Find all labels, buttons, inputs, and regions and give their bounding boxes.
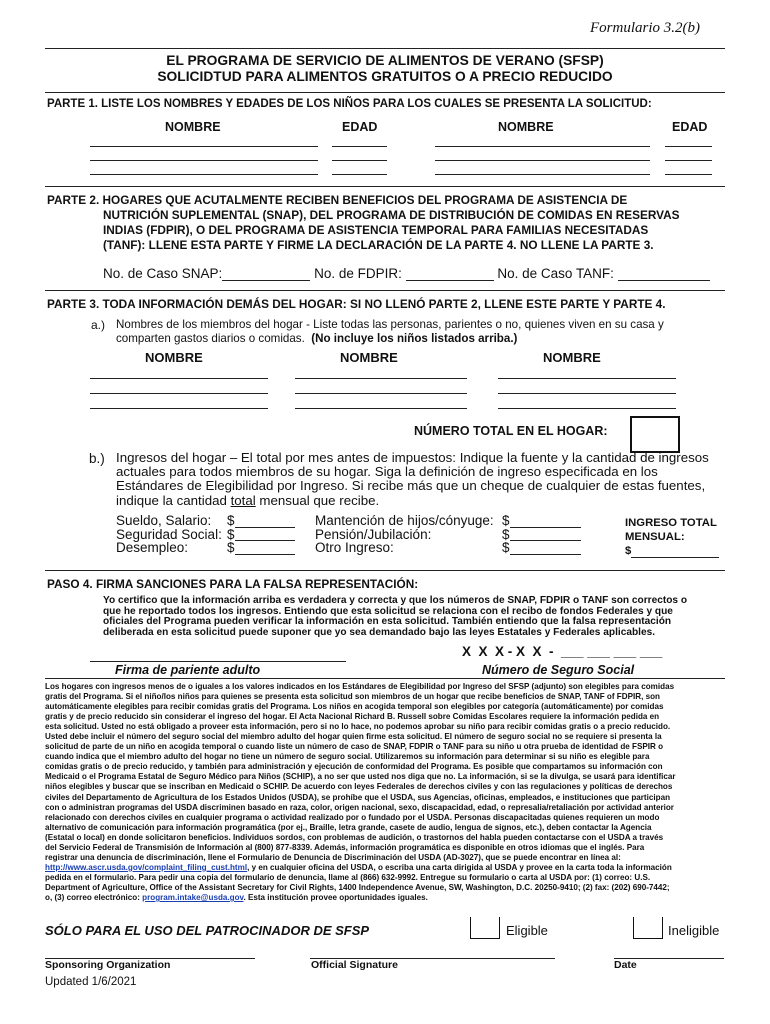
date-label: Date bbox=[614, 959, 637, 971]
member-name-field[interactable] bbox=[295, 378, 467, 379]
income-mid-labels bbox=[315, 514, 494, 555]
sponsor-heading: SÓLO PARA EL USO DEL PATROCINADOR DE SFSP bbox=[45, 923, 370, 938]
certification-line-4: deliberada en esta solicitud puede suponer que yo sea demandado bajo las leyes Estatales y Federales aplicables. bbox=[103, 626, 656, 638]
certification-line-2: que he reportado todos los ingresos. Entiendo que esta solicitud se relaciona con el recibo de fondos Federales y que bbox=[103, 605, 673, 617]
part2-line-1: PARTE 2. HOGARES QUE ACUTALMENTE RECIBEN BENEFICIOS DEL PROGRAMA DE ASISTENCIA DE bbox=[47, 193, 628, 207]
income-unemployment-label: Desempleo: bbox=[116, 540, 189, 555]
total-income-label-1: INGRESO TOTAL bbox=[625, 517, 717, 529]
notice-line: del Servicio Federal de Transmisión de Información al (800) 877-8339. Además, información programática es disponible en otros idiomas que el inglés. Para bbox=[45, 842, 645, 852]
total-income bbox=[625, 516, 719, 558]
income-other-field[interactable] bbox=[510, 543, 581, 555]
notice-line: registrar una denuncia de discriminación, llene el Formulario de Denuncia de Discriminación del USDA (AD-3027), que se puede encontrar en línea al: bbox=[45, 852, 621, 862]
item-b-marker: b.) bbox=[89, 451, 105, 466]
part1-col-nombre: NOMBRE bbox=[165, 120, 221, 134]
child-age-field[interactable] bbox=[332, 146, 387, 147]
ineligible-label: Ineligible bbox=[668, 923, 720, 938]
income-social-security-label: Seguridad Social: bbox=[116, 526, 222, 542]
income-wages-label: Sueldo, Salario: bbox=[116, 513, 212, 528]
notice-line: gratis y de precio reducido sin considerar el ingreso del hogar. El Acta Nacional Richard B. Russell sobre Comidas Escolares requiere la información pedida en bbox=[45, 712, 660, 722]
notice-line: alternativo de comunicación para información programática (por ej., Braille, letra grande, casete de audio, lengua de signos, etc.), deben contactar la Agencia bbox=[45, 822, 652, 832]
snap-case-field[interactable] bbox=[222, 280, 310, 281]
income-wages-field[interactable] bbox=[235, 516, 295, 528]
notice-line: gratis del Programa. Si el niño/los niños para quienes se presenta esta solicitud son miembros de un hogar que recibe beneficios de SNAP, TANF of FDPIR, son bbox=[45, 692, 660, 702]
income-child-support-field[interactable] bbox=[510, 516, 581, 528]
income-unemployment-field[interactable] bbox=[235, 543, 295, 555]
complaint-form-link[interactable]: http://www.ascr.usda.gov/complaint_filing_cust.html bbox=[45, 862, 248, 872]
item-a-line-1: Nombres de los miembros del hogar - Liste todas las personas, parientes o no, quienes viven en su casa y bbox=[116, 318, 664, 331]
income-left-fields bbox=[227, 514, 295, 555]
child-age-field[interactable] bbox=[665, 174, 712, 175]
item-b-line-4-end: mensual que recibe. bbox=[255, 492, 380, 508]
member-name-field[interactable] bbox=[498, 393, 676, 394]
dollar-sign: $ bbox=[227, 540, 235, 555]
email-link[interactable]: program.intake@usda.gov bbox=[142, 892, 244, 902]
certification-line-1: Yo certifico que la información arriba es verdadera y correcta y que los números de SNAP, FDPIR o TANF son correctos o bbox=[103, 595, 688, 606]
notice-line: esta solicitud. Usted no está obligado a proveer esta información, pero si no lo hace, no podemos aprobar su niño para recibir comidas gratis o a precio reducido. bbox=[45, 722, 671, 732]
civil-rights-notice bbox=[45, 682, 735, 903]
certification-line-3: oficiales del Programa pueden verificar la información en esta solicitud. También entiendo que la falsa representación bbox=[103, 616, 672, 627]
notice-line: . Esta institución provee oportunidades iguales. bbox=[243, 892, 428, 902]
snap-case-row bbox=[103, 266, 710, 281]
dollar-sign: $ bbox=[502, 513, 510, 528]
part1-col-edad: EDAD bbox=[342, 120, 378, 134]
part3-heading: PARTE 3. TODA INFORMACIÓN DEMÁS DEL HOGAR: SI NO LLENÓ PARTE 2, LLENE ESTE PARTE Y PARTE 4. bbox=[47, 297, 666, 311]
item-b-text bbox=[116, 451, 726, 508]
item-a-bold: (No incluye los niños listados arriba.) bbox=[311, 332, 518, 345]
tanf-label: No. de Caso TANF: bbox=[497, 266, 614, 281]
notice-line: automáticamente elegibles para recibir comidas gratis del Programa. Los niños en acogida temporal son elegibles por categoría (automáticamente) por comidas bbox=[45, 702, 664, 712]
divider bbox=[45, 678, 725, 679]
part2-line-3: INDIAS (FDPIR), O DEL PROGRAMA DE ASISTENCIA TEMPORAL PARA FAMILIAS NECESITADAS bbox=[103, 223, 649, 237]
child-name-field[interactable] bbox=[435, 174, 650, 175]
child-age-field[interactable] bbox=[332, 160, 387, 161]
form-title bbox=[45, 53, 725, 85]
notice-line: cuando indica que el miembro adulto del hogar no tiene un número de seguro social. Utilizaremos su información para determinar si su niño es elegible para bbox=[45, 752, 650, 762]
total-household-box[interactable] bbox=[630, 416, 680, 453]
child-age-field[interactable] bbox=[665, 160, 712, 161]
ssn-field[interactable]: X X X - X X - ___ ___ ___ ___ bbox=[462, 644, 663, 659]
divider bbox=[45, 186, 725, 187]
part2-line-2: NUTRICIÓN SUPLEMENTAL (SNAP), DEL PROGRAMA DE DISTRIBUCIÓN DE COMIDAS EN RESERVAS bbox=[103, 208, 680, 222]
child-age-field[interactable] bbox=[665, 146, 712, 147]
income-mid-fields bbox=[502, 514, 581, 555]
child-name-field[interactable] bbox=[90, 160, 318, 161]
notice-line: Usted debe incluir el número del seguro social del miembro adulto del hogar quien firme esta solicitud. El número de seguro social no se requiere si presenta la bbox=[45, 732, 662, 742]
notice-line: comidas gratis o de precio reducido, y también para administración y ejecución de conformidad del Programa. Es posible que compartamos su información con bbox=[45, 762, 663, 772]
notice-line: con o administran programas del USDA discriminen basado en raza, color, origen nacional, sexo, discapacidad, edad, o represalia/retaliación por actividad anterior bbox=[45, 802, 674, 812]
income-pension-field[interactable] bbox=[510, 529, 581, 541]
member-col-nombre-3: NOMBRE bbox=[543, 350, 601, 365]
total-income-label-2: MENSUAL: bbox=[625, 531, 685, 543]
divider bbox=[45, 92, 725, 93]
income-pension-label: Pensión/Jubilación: bbox=[315, 526, 432, 542]
notice-line: (Estatal o local) en donde solicitaron beneficios. Individuos sordos, con problemas de audición, o trastornos del habla pueden contactarse con el USDA a través bbox=[45, 832, 664, 842]
snap-label: No. de Caso SNAP: bbox=[103, 266, 223, 281]
income-left-labels bbox=[116, 514, 222, 555]
child-name-field[interactable] bbox=[90, 146, 318, 147]
member-name-field[interactable] bbox=[90, 408, 268, 409]
notice-line: niños elegibles y buscar que se inscriban en Medicaid o SCHIP. De acuerdo con leyes Federales de derechos civiles y con las regulaciones y políticas de derechos bbox=[45, 782, 673, 792]
certification-text bbox=[103, 596, 687, 638]
child-age-field[interactable] bbox=[332, 174, 387, 175]
item-b-line-1: Ingresos del hogar – El total por mes antes de impuestos: Indique la fuente y la cantidad de ingresos bbox=[116, 450, 709, 465]
tanf-case-field[interactable] bbox=[618, 280, 710, 281]
item-b-line-3: Estándares de Elegibilidad por Ingreso. Si recibe más que un cheque de cualquier de estas fuentes, bbox=[116, 478, 706, 494]
notice-line: , y en cualquier oficina del USDA, o escriba una carta dirigida al USDA y provee en la carta toda la información bbox=[247, 862, 672, 872]
member-name-field[interactable] bbox=[498, 378, 676, 379]
notice-line: o, (3) correo electrónico: bbox=[45, 892, 143, 902]
member-name-field[interactable] bbox=[90, 378, 268, 379]
member-name-field[interactable] bbox=[90, 393, 268, 394]
official-signature-label: Official Signature bbox=[311, 959, 398, 971]
eligible-label: Eligible bbox=[506, 923, 548, 938]
notice-line: relacionado con derechos civiles en cualquier programa o actividad realizado por o fundado por el USDA. Personas discapacitadas quienes requieren un modo bbox=[45, 812, 660, 822]
notice-line: Department of Agriculture, Office of the Assistant Secretary for Civil Rights, 1400 Independence Avenue, SW, Washington, D.C. 20250-9410; (2) fax: (202) 690-7442; bbox=[45, 882, 670, 892]
income-other-label: Otro Ingreso: bbox=[315, 540, 394, 555]
dollar-sign: $ bbox=[227, 526, 235, 542]
part1-heading: PARTE 1. LISTE LOS NOMBRES Y EDADES DE LOS NIÑOS PARA LOS CUALES SE PRESENTA LA SOLICITUD: bbox=[47, 98, 652, 110]
member-col-nombre-1: NOMBRE bbox=[145, 350, 203, 365]
notice-line: Medicaid o el Programa Estatal de Seguro Médico para Niños (SCHIP), a no ser que usted nos diga que no. La información, si se la divulga, se usará para identificar bbox=[45, 772, 676, 782]
divider bbox=[45, 570, 725, 571]
item-a-marker: a.) bbox=[91, 318, 106, 332]
item-a-text bbox=[116, 318, 664, 346]
fdpir-label: No. de FDPIR: bbox=[314, 266, 402, 281]
total-household-label: NÚMERO TOTAL EN EL HOGAR: bbox=[414, 424, 608, 438]
fdpir-field[interactable] bbox=[406, 280, 494, 281]
ssn-label: Número de Seguro Social bbox=[482, 663, 635, 677]
income-social-security-field[interactable] bbox=[235, 529, 295, 541]
member-name-field[interactable] bbox=[498, 408, 676, 409]
part2-line-4: (TANF): LLENE ESTA PARTE Y FIRME LA DECLARACIÓN DE LA PARTE 4. NO LLENE LA PARTE 3. bbox=[103, 238, 654, 252]
notice-line: civiles del Departamento de Agricultura de los Estados Unidos (USDA), se prohíbe que el USDA, sus Agencias, oficinas, empleados, e instituciones que participan bbox=[45, 792, 671, 802]
income-child-support-label: Mantención de hijos/cónyuge: bbox=[315, 513, 494, 528]
eligible-checkbox[interactable] bbox=[470, 917, 500, 939]
child-name-field[interactable] bbox=[435, 160, 650, 161]
sponsoring-org-label: Sponsoring Organization bbox=[45, 959, 171, 971]
item-b-line-2: actuales para todos miembros de su hogar. Siga la definición de ingreso especificada en los bbox=[116, 464, 658, 480]
item-a-line-2: comparten gastos diarios o comidas. bbox=[116, 332, 305, 345]
part1-col-edad-2: EDAD bbox=[672, 120, 708, 134]
notice-line: solicitud de parte de un niño en acogida temporal o cuando liste un número de caso de SNAP, FDPIR o TANF para su niño u otra prueba de identidad de FSPIR o bbox=[45, 742, 664, 752]
dollar-sign: $ bbox=[227, 513, 235, 528]
part1-col-nombre-2: NOMBRE bbox=[498, 120, 554, 134]
item-b-line-4: indique la cantidad bbox=[116, 492, 231, 508]
title-line-1: EL PROGRAMA DE SERVICIO DE ALIMENTOS DE VERANO (SFSP) bbox=[166, 53, 604, 68]
notice-line: pedida en el formulario. Para pedir una copia del formulario de denuncia, llame al (866) 632-9992. Entregue su formulario o carta al USDA por: (1) correo: U.S. bbox=[45, 872, 651, 882]
updated-date: Updated 1/6/2021 bbox=[45, 976, 137, 988]
form-number: Formulario 3.2(b) bbox=[590, 20, 700, 36]
notice-line: Los hogares con ingresos menos de o iguales a los valores indicados en los Estándares de Elegibilidad por Ingreso del SFSP (adjunto) son elegibles para comidas bbox=[45, 682, 675, 691]
signature-field[interactable] bbox=[90, 661, 346, 662]
dollar-sign: $ bbox=[502, 526, 510, 542]
ineligible-checkbox[interactable] bbox=[633, 917, 663, 939]
part2-heading bbox=[47, 193, 680, 253]
child-name-field[interactable] bbox=[90, 174, 318, 175]
dollar-sign: $ bbox=[625, 545, 632, 557]
child-name-field[interactable] bbox=[435, 146, 650, 147]
member-name-field[interactable] bbox=[295, 393, 467, 394]
member-name-field[interactable] bbox=[295, 408, 467, 409]
divider bbox=[45, 290, 725, 291]
item-b-total-word: total bbox=[230, 492, 256, 508]
dollar-sign: $ bbox=[502, 540, 510, 555]
title-line-2: SOLICIDTUD PARA ALIMENTOS GRATUITOS O A PRECIO REDUCIDO bbox=[157, 69, 613, 84]
part4-heading: PASO 4. FIRMA SANCIONES PARA LA FALSA REPRESENTACIÓN: bbox=[47, 577, 419, 591]
signature-label: Firma de pariente adulto bbox=[115, 663, 261, 677]
total-income-field[interactable] bbox=[631, 546, 719, 558]
divider bbox=[45, 48, 725, 49]
member-col-nombre-2: NOMBRE bbox=[340, 350, 398, 365]
